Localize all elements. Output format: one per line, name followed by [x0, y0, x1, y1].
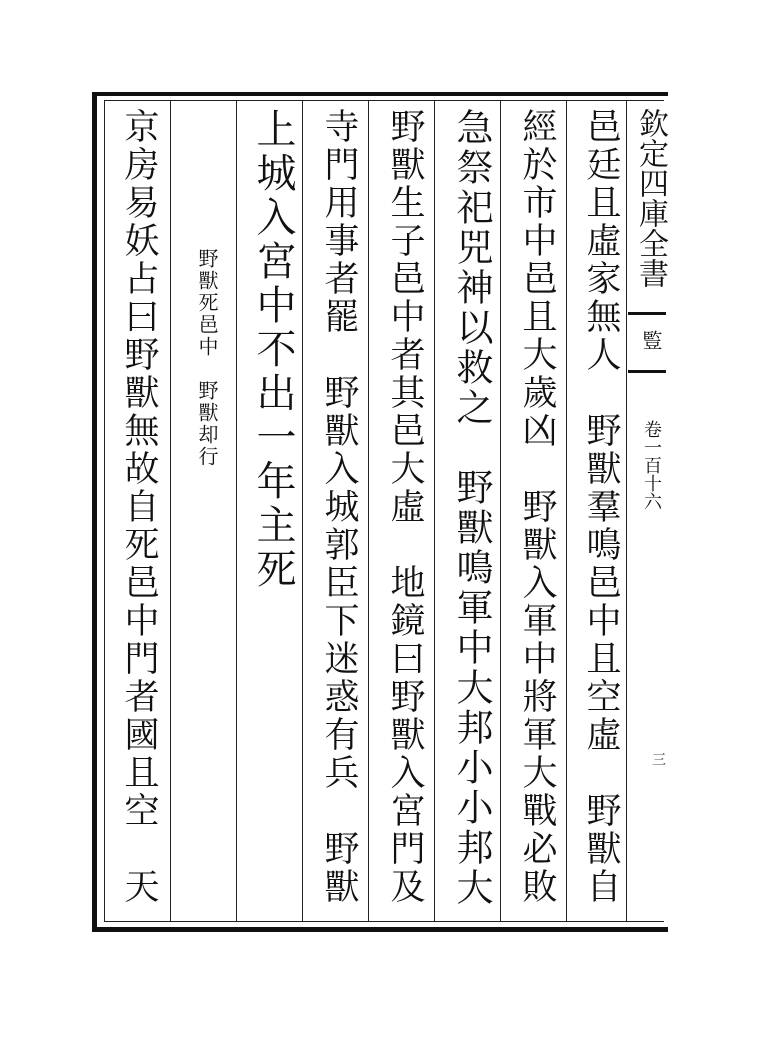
text-column: 寺門用事者罷 野獸入城郭臣下迷惑有兵 野獸: [319, 108, 359, 906]
margin-divider: [628, 370, 666, 373]
book-title: 欽定四庫全書: [633, 108, 668, 288]
fishtail-mark: 䜿: [639, 330, 663, 350]
volume-label: 卷一百十六: [641, 420, 662, 510]
column-rule: [170, 100, 171, 922]
margin-divider: [628, 312, 666, 315]
column-rule: [500, 100, 501, 922]
column-rule: [236, 100, 237, 922]
text-column: 經於市中邑且大歲凶 野獸入軍中將軍大戰必敗: [517, 108, 557, 906]
text-column: 野獸死邑中 野獸却行: [195, 248, 219, 468]
text-column: 急祭祀兕神以救之 野獸鳴軍中大邦小小邦大: [450, 108, 493, 908]
text-column: 邑廷且虛家無人 野獸羣鳴邑中且空虛 野獸自: [581, 108, 621, 906]
column-rule: [566, 100, 567, 922]
text-column: 京房易妖占曰野獸無故自死邑中門者國且空 天: [119, 108, 159, 906]
column-rule: [368, 100, 369, 922]
column-rule: [434, 100, 435, 922]
column-rule: [302, 100, 303, 922]
text-column: 野獸生子邑中者其邑大虛 地鏡曰野獸入宮門及: [385, 108, 425, 906]
page-number: 三: [650, 752, 666, 766]
text-column: 上城入宮中不出一年主死: [250, 108, 296, 592]
column-rule: [626, 100, 627, 922]
